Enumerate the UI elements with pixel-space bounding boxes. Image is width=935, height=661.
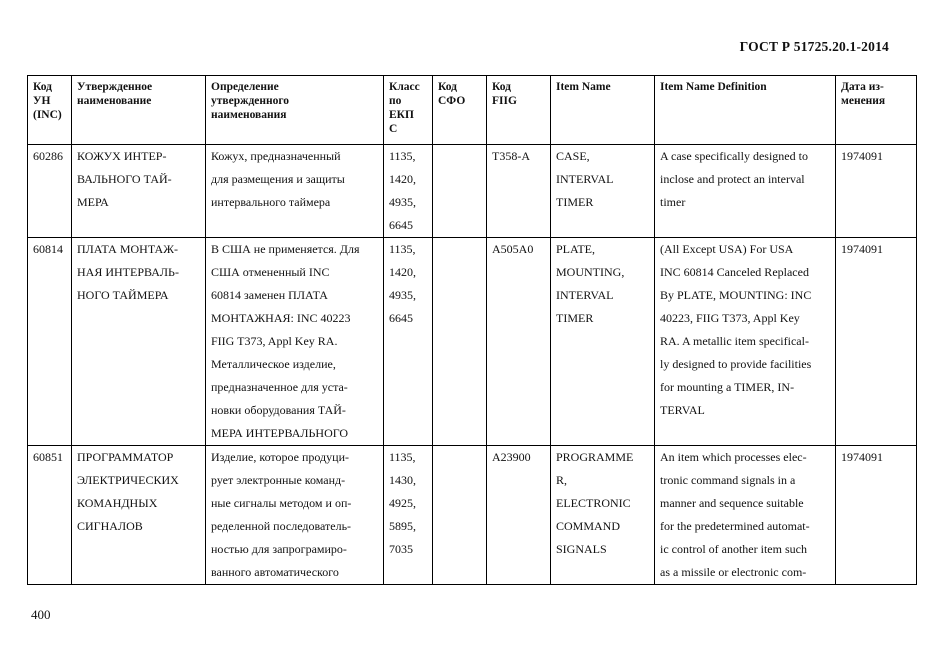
text-line: TERVAL: [660, 403, 705, 417]
text-line: ПРОГРАММАТОР: [77, 450, 174, 464]
text-line: 7035: [389, 542, 413, 556]
text-line: ly designed to provide facilities: [660, 357, 812, 371]
cell-item-name: [551, 446, 655, 585]
text-line: (All Except USA) For USA: [660, 242, 794, 256]
cell-item-definition: [655, 446, 836, 585]
text-line: 6645: [389, 311, 413, 325]
text-line: 5895,: [389, 519, 416, 533]
text-line: 6645: [389, 218, 413, 232]
text-line: ностью для запрограмиро-: [211, 542, 347, 556]
text-line: RA. A metallic item specifical-: [660, 334, 809, 348]
text-line: for mounting a TIMER, IN-: [660, 380, 795, 394]
text-line: Изделие, которое продуци-: [211, 450, 349, 464]
text-line: 40223, FIIG T373, Appl Key: [660, 311, 800, 325]
text-line: Код: [33, 81, 53, 93]
cell-inc: 60286: [28, 145, 72, 238]
text-line: timer: [660, 195, 686, 209]
text-line: СФО: [438, 95, 466, 107]
text-line: МЕРА ИНТЕРВАЛЬНОГО: [211, 426, 349, 440]
text-line: (INC): [33, 109, 62, 121]
cell-approved-name: [72, 145, 206, 238]
text-line: Кожух, предназначенный: [211, 149, 341, 163]
text-line: Item Name Definition: [660, 81, 767, 93]
text-line: наименование: [77, 95, 152, 107]
text-line: МОНТАЖНАЯ: INC 40223: [211, 311, 351, 325]
col-header-class: [384, 76, 433, 145]
text-line: 4935,: [389, 195, 416, 209]
table-row: [28, 145, 917, 238]
table-row: [28, 446, 917, 585]
cell-inc: 60851: [28, 446, 72, 585]
text-line: США отмененный INC: [211, 265, 330, 279]
text-line: интервального таймера: [211, 195, 331, 209]
cell-item-name: [551, 145, 655, 238]
text-line: для размещения и защиты: [211, 172, 345, 186]
text-line: НАЯ ИНТЕРВАЛЬ-: [77, 265, 179, 279]
col-header-sfo: [433, 76, 487, 145]
text-line: 1135,: [389, 450, 416, 464]
text-line: Item Name: [556, 81, 611, 93]
cell-approved-name: [72, 446, 206, 585]
text-line: В США не применяется. Для: [211, 242, 360, 256]
text-line: 4925,: [389, 496, 416, 510]
table-header-row: [28, 76, 917, 145]
text-line: PLATE,: [556, 242, 595, 256]
text-line: SIGNALS: [556, 542, 607, 556]
text-line: TIMER: [556, 311, 594, 325]
text-line: CASE,: [556, 149, 590, 163]
document-header: ГОСТ Р 51725.20.1-2014: [739, 39, 889, 54]
text-line: ределенной последователь-: [211, 519, 352, 533]
text-line: по: [389, 95, 402, 107]
text-line: By PLATE, MOUNTING: INC: [660, 288, 812, 302]
cell-definition: [206, 446, 384, 585]
text-line: Код: [492, 81, 512, 93]
text-line: 1430,: [389, 473, 416, 487]
text-line: ic control of another item such: [660, 542, 807, 556]
text-line: 1420,: [389, 172, 416, 186]
text-line: предназначенное для уста-: [211, 380, 348, 394]
cell-definition: [206, 145, 384, 238]
cell-fiig: T358-A: [487, 145, 551, 238]
text-line: ELECTRONIC: [556, 496, 631, 510]
text-line: tronic command signals in a: [660, 473, 796, 487]
cell-sfo: [433, 446, 487, 585]
text-line: 1420,: [389, 265, 416, 279]
cell-inc: 60814: [28, 238, 72, 446]
table-row: [28, 238, 917, 446]
text-line: утвержденного: [211, 95, 290, 107]
text-line: A case specifically designed to: [660, 149, 808, 163]
cell-class: [384, 238, 433, 446]
cell-class: [384, 145, 433, 238]
cell-date: 1974091: [836, 238, 917, 446]
text-line: С: [389, 123, 398, 135]
cell-sfo: [433, 238, 487, 446]
text-line: МЕРА: [77, 195, 109, 209]
cell-approved-name: [72, 238, 206, 446]
text-line: FIIG T373, Appl Key RA.: [211, 334, 338, 348]
text-line: ные сигналы методом и оп-: [211, 496, 352, 510]
cell-sfo: [433, 145, 487, 238]
text-line: as a missile or electronic com-: [660, 565, 807, 579]
text-line: FIIG: [492, 95, 517, 107]
text-line: MOUNTING,: [556, 265, 625, 279]
text-line: Класс: [389, 81, 420, 93]
page-number: 400: [31, 607, 51, 622]
catalog-table: [27, 75, 917, 585]
text-line: Код: [438, 81, 458, 93]
text-line: Металлическое изделие,: [211, 357, 336, 371]
cell-class: [384, 446, 433, 585]
text-line: НОГО ТАЙМЕРА: [77, 288, 169, 302]
col-header-item-name: [551, 76, 655, 145]
text-line: ВАЛЬНОГО ТАЙ-: [77, 172, 172, 186]
text-line: ЭЛЕКТРИЧЕСКИХ: [77, 473, 179, 487]
text-line: наименования: [211, 109, 287, 121]
col-header-fiig: [487, 76, 551, 145]
cell-definition: [206, 238, 384, 446]
text-line: 4935,: [389, 288, 416, 302]
col-header-definition: [206, 76, 384, 145]
text-line: Дата из-: [841, 81, 884, 93]
text-line: INTERVAL: [556, 288, 614, 302]
cell-date: 1974091: [836, 145, 917, 238]
text-line: КОЖУХ ИНТЕР-: [77, 149, 167, 163]
text-line: R,: [556, 473, 568, 487]
cell-fiig: A505A0: [487, 238, 551, 446]
text-line: ПЛАТА МОНТАЖ-: [77, 242, 178, 256]
text-line: ванного автоматического: [211, 565, 339, 579]
col-header-approved-name: [72, 76, 206, 145]
text-line: новки оборудования ТАЙ-: [211, 403, 346, 417]
cell-item-definition: [655, 238, 836, 446]
col-header-inc: [28, 76, 72, 145]
text-line: An item which processes elec-: [660, 450, 807, 464]
cell-date: 1974091: [836, 446, 917, 585]
text-line: Утвержденное: [77, 81, 153, 93]
text-line: inclose and protect an interval: [660, 172, 805, 186]
text-line: TIMER: [556, 195, 594, 209]
text-line: COMMAND: [556, 519, 621, 533]
text-line: INC 60814 Canceled Replaced: [660, 265, 809, 279]
text-line: менения: [841, 95, 886, 107]
text-line: for the predetermined automat-: [660, 519, 810, 533]
text-line: PROGRAMME: [556, 450, 634, 464]
cell-item-name: [551, 238, 655, 446]
text-line: СИГНАЛОВ: [77, 519, 143, 533]
text-line: КОМАНДНЫХ: [77, 496, 158, 510]
text-line: 1135,: [389, 149, 416, 163]
text-line: INTERVAL: [556, 172, 614, 186]
text-line: manner and sequence suitable: [660, 496, 804, 510]
text-line: ЕКП: [389, 109, 414, 121]
cell-fiig: A23900: [487, 446, 551, 585]
text-line: 60814 заменен ПЛАТА: [211, 288, 328, 302]
text-line: рует электронные команд-: [211, 473, 346, 487]
cell-item-definition: [655, 145, 836, 238]
text-line: УН: [33, 95, 51, 107]
col-header-date: [836, 76, 917, 145]
col-header-item-definition: [655, 76, 836, 145]
text-line: Определение: [211, 81, 279, 93]
text-line: 1135,: [389, 242, 416, 256]
